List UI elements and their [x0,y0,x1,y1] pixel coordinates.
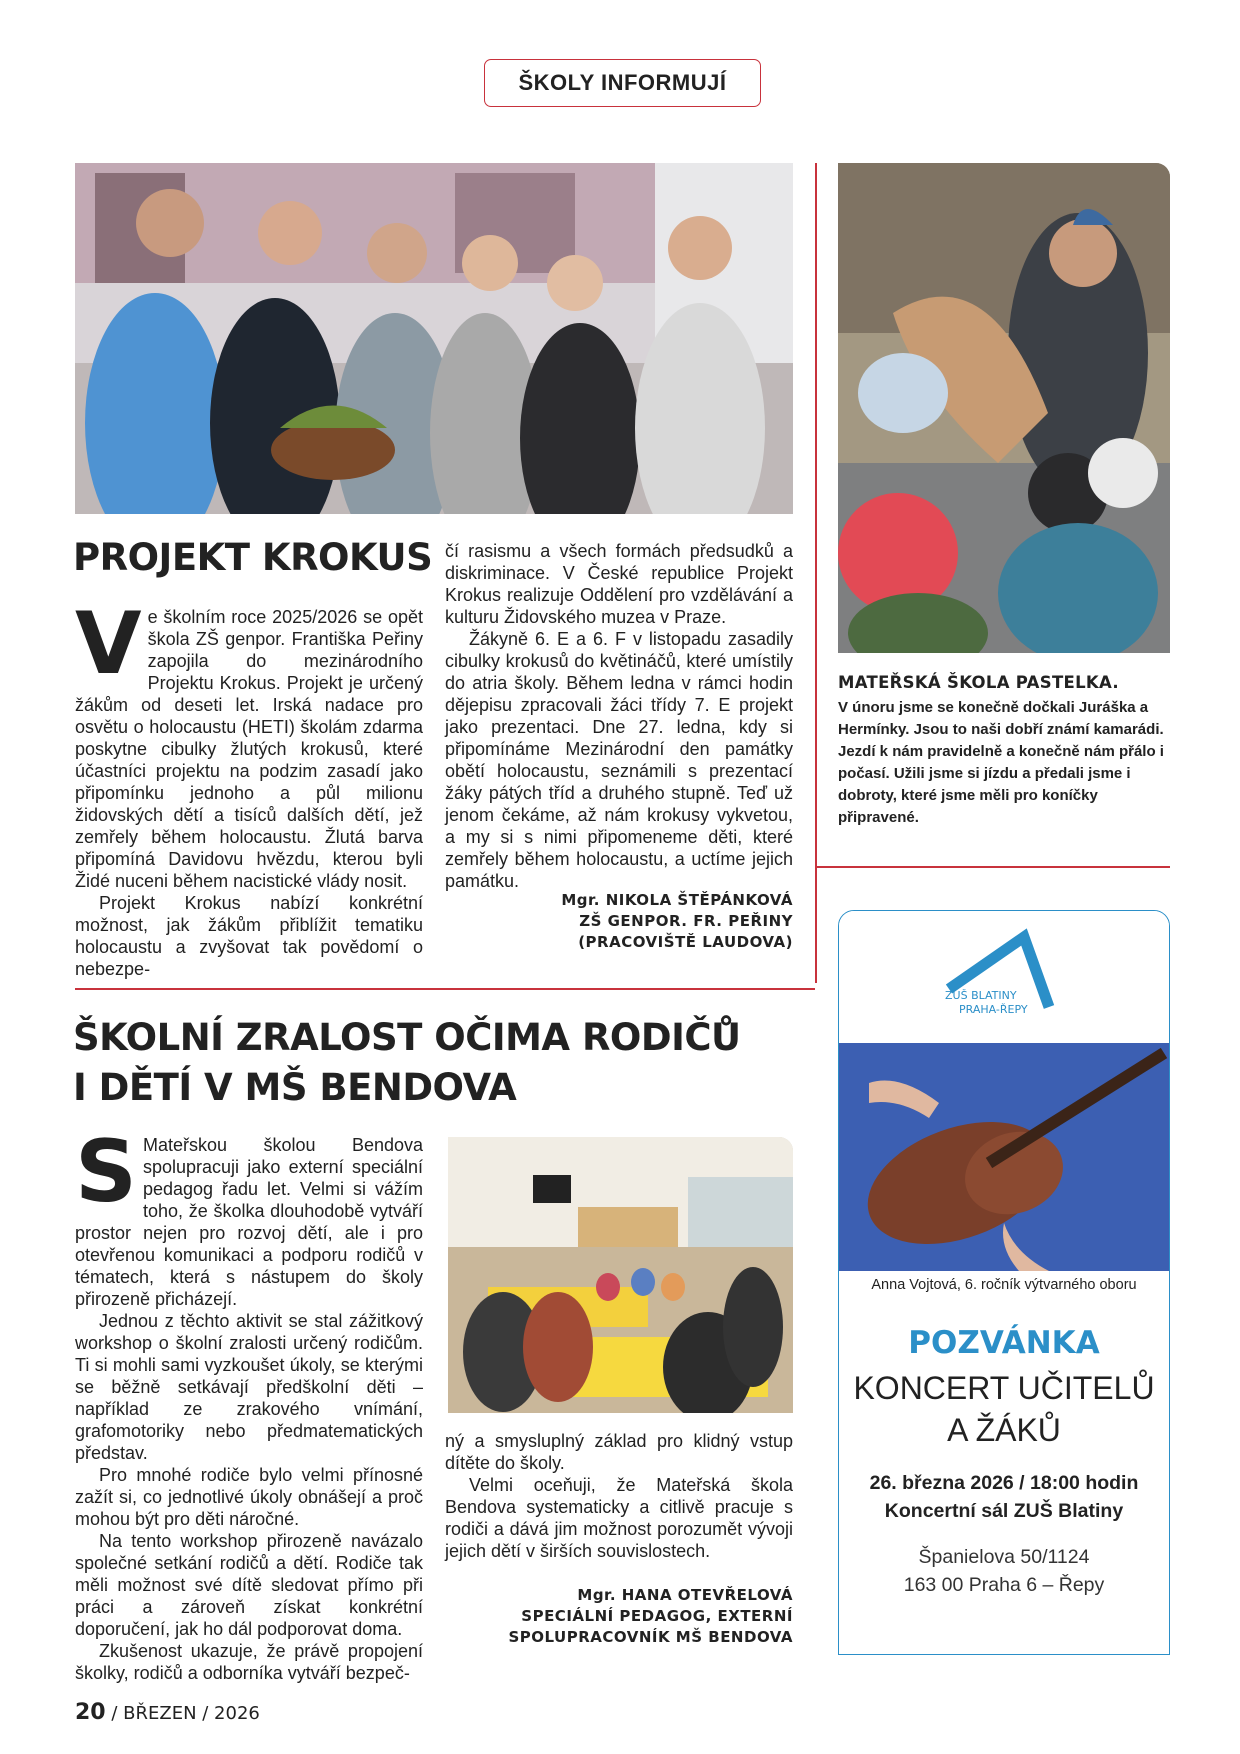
paragraph: Žákyně 6. E a 6. F v listopadu zasadily cibulky krokusů do květináčů, které umístily do atria školy. Během ledna v rámci hodin dějepisu zpracovali žáci třídy 7. E projekt jako prezentaci. Dne 27. ledna, kdy si připomínáme Mezinárodní den památky obětí holocaustu, seznámili s prezentací žáky pátých tříd a druhého stupně. Teď už jenom čekáme, až nám krokusy vykvetou, a my si s nimi připomeneme děti, které zemřely během holocaustu, a uctíme jejich památku. [445,629,793,891]
article-title-krokus: PROJEKT KROKUS [73,536,433,579]
drop-cap: S [75,1122,137,1222]
article-divider [75,988,815,990]
concert-title-line-2: A ŽÁKŮ [947,1412,1061,1448]
paragraph: Na tento workshop přirozeně navázalo společné setkání rodičů a dětí. Rodiče tak měli možnost své dítě sledovat přímo při práci a zároveň získat konkrétní doporučení, jak ho dál podporovat doma. [75,1531,423,1639]
paragraph: čí rasismu a všech formách předsudků a diskriminace. V České republice Projekt Krokus realizuje Oddělení pro vzdělávání a kulturu Židovského muzea v Praze. [445,541,793,627]
paragraph: Pro mnohé rodiče bylo velmi přínosné zažít si, co jednotlivé úkoly obnášejí a proč mohou být pro děti náročné. [75,1465,423,1529]
concert-title [839,1367,1169,1451]
address-city: 163 00 Praha 6 – Řepy [903,1574,1105,1596]
paragraph: Zkušenost ukazuje, že právě propojení školky, rodičů a odborníka vytváří bezpeč- [75,1641,423,1683]
drop-cap: V [75,594,142,694]
sidebar-caption-title: MATEŘSKÁ ŠKOLA PASTELKA. [838,673,1119,692]
paragraph: Projekt Krokus nabízí konkrétní možnost, jak žákům přiblížit tematiku holocaustu a zvyšovat tak povědomí o nebezpe- [75,893,423,979]
concert-address [839,1543,1169,1599]
address-street: Španielova 50/1124 [918,1546,1090,1568]
article-photo-classroom [448,1137,793,1413]
logo-text-line-2: PRAHA-ŘEPY [959,1003,1028,1016]
concert-invitation-ad [838,910,1170,1655]
article-column-1 [75,1122,423,1684]
column-divider [815,163,817,983]
author-workplace: (PRACOVIŠTĚ LAUDOVA) [578,933,793,951]
paragraph: Mateřskou školou Bendova spolupracuji jako externí speciální pedagog řadu let. Velmi si vážím toho, že školka dlouhodobě vytváří prostor nejen pro rozvoj dětí, ale i pro otevřenou komunikaci a podporu rodičů v tématech, která s nástupem do školy přirozeně přicházejí. [75,1135,423,1309]
issue-label: / BŘEZEN / 2026 [111,1703,260,1724]
title-line-2: I DĚTÍ V MŠ BENDOVA [73,1066,517,1109]
violin-artwork [839,1043,1169,1271]
sidebar-divider [815,866,1170,868]
sidebar-photo-ponies [838,163,1170,653]
logo-text-line-1: ZUŠ BLATINY [945,989,1017,1002]
author-affiliation: SPOLUPRACOVNÍK MŠ BENDOVA [508,1628,793,1646]
author-name: Mgr. HANA OTEVŘELOVÁ [577,1586,793,1604]
paragraph: Jednou z těchto aktivit se stal zážitkový workshop o školní zralosti určený rodičům. Ti si mohli sami vyzkoušet úkoly, se kterými se běžně setkávají předškolní děti – například ze zrakového vnímání, grafomotoriky nebo předmatematických představ. [75,1311,423,1463]
author-school: ZŠ GENPOR. FR. PEŘINY [579,912,793,930]
author-name: Mgr. NIKOLA ŠTĚPÁNKOVÁ [561,891,793,909]
page-number: 20 [75,1700,106,1725]
article-title-skolni-zralost [73,1013,741,1113]
article-column-2 [445,1430,793,1562]
section-tag: ŠKOLY INFORMUJÍ [484,59,761,107]
article-signature [445,1585,793,1648]
concert-title-line-1: KONCERT UČITELŮ [853,1370,1155,1406]
concert-datetime: 26. března 2026 / 18:00 hodin [869,1472,1139,1494]
article-signature [445,890,793,953]
article-column-2 [445,540,793,892]
invitation-label: POZVÁNKA [908,1325,1100,1361]
concert-date [839,1469,1169,1525]
article-photo-students [75,163,793,514]
concert-venue: Koncertní sál ZUŠ Blatiny [884,1500,1124,1522]
author-role: SPECIÁLNÍ PEDAGOG, EXTERNÍ [521,1607,793,1625]
article-column-1 [75,594,423,980]
paragraph: ný a smysluplný základ pro klidný vstup dítěte do školy. [445,1431,793,1473]
paragraph: e školním roce 2025/2026 se opět škola ZŠ genpor. Františka Peřiny zapojila do mezinárodního Projektu Krokus. Projekt je určený žákům od deseti let. Irská nadace pro osvětu o holocaustu (HETI) školám zdarma poskytne cibulky žlutých krokusů, které účastníci projektu na podzim zasadí jako připomínku jednoho a půl milionu židovských dětí a tisíců dalších dětí, jež zemřely během holocaustu. Žlutá barva připomíná Davidovu hvězdu, kterou byli Židé nuceni během nacistické vlády nosit. [75,607,423,891]
zus-logo [839,911,1169,1043]
page-footer [75,1700,260,1725]
paragraph: Velmi oceňuji, že Mateřská škola Bendova systematicky a citlivě pracuje s rodiči a dává jim možnost porozumět vývoji jejich dětí v širších souvislostech. [445,1475,793,1561]
title-line-1: ŠKOLNÍ ZRALOST OČIMA RODIČŮ [73,1016,741,1059]
artwork-caption: Anna Vojtová, 6. ročník výtvarného oboru [871,1277,1137,1293]
sidebar-caption-text: V únoru jsme se konečně dočkali Juráška a Hermínky. Jsou to naši dobří známí kamarádi. Jezdí k nám pravidelně a konečně nám přálo i počasí. Užili jsme si jízdu a předali jsme i dobroty, které jsme měli pro koníčky připravené. [838,699,1164,826]
